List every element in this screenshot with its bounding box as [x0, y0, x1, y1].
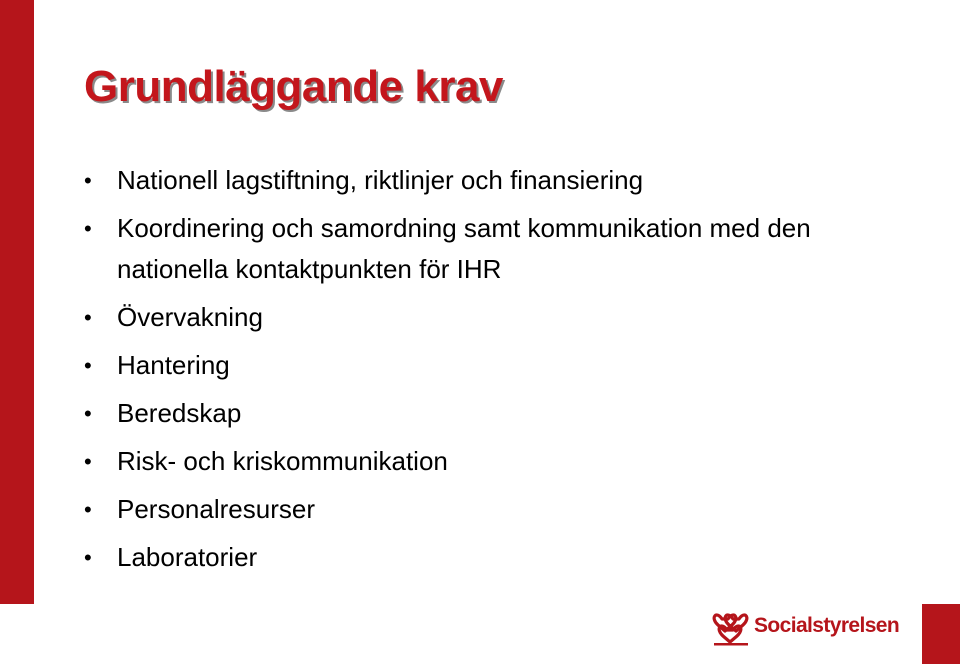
- bullet-item: [84, 441, 884, 482]
- bullet-text: Beredskap: [117, 398, 242, 428]
- bullet-icon: •: [84, 353, 92, 378]
- bullet-icon: •: [84, 545, 92, 570]
- bullet-item: [84, 297, 884, 338]
- slide-title: Grundläggande krav: [84, 62, 503, 111]
- bullet-list: [84, 160, 884, 585]
- bullet-icon: •: [84, 497, 92, 522]
- bullet-icon: •: [84, 449, 92, 474]
- bullet-icon: •: [84, 168, 92, 193]
- logo-text: Socialstyrelsen: [754, 614, 900, 637]
- bullet-item: [84, 208, 884, 290]
- bullet-text: Personalresurser: [117, 494, 315, 524]
- left-accent-bar: [0, 0, 34, 604]
- bullet-text: Nationell lagstiftning, riktlinjer och finansiering: [117, 165, 644, 195]
- bullet-item: [84, 393, 884, 434]
- bullet-item: [84, 489, 884, 530]
- bullet-text: Övervakning: [117, 302, 263, 332]
- socialstyrelsen-logo: [712, 604, 899, 648]
- bullet-icon: •: [84, 305, 92, 330]
- bullet-text: Laboratorier: [117, 542, 258, 572]
- bullet-icon: •: [84, 401, 92, 426]
- bullet-item: [84, 160, 884, 201]
- bullet-text: Koordinering och samordning samt kommunikation med den nationella kontaktpunkten för IHR: [117, 213, 811, 284]
- bullet-text: Hantering: [117, 350, 230, 380]
- socialstyrelsen-hearts-icon: [712, 606, 750, 646]
- bullet-item: [84, 345, 884, 386]
- bullet-text: Risk- och kriskommunikation: [117, 446, 448, 476]
- corner-accent-square: [922, 604, 960, 664]
- bullet-icon: •: [84, 216, 92, 241]
- bullet-item: [84, 537, 884, 578]
